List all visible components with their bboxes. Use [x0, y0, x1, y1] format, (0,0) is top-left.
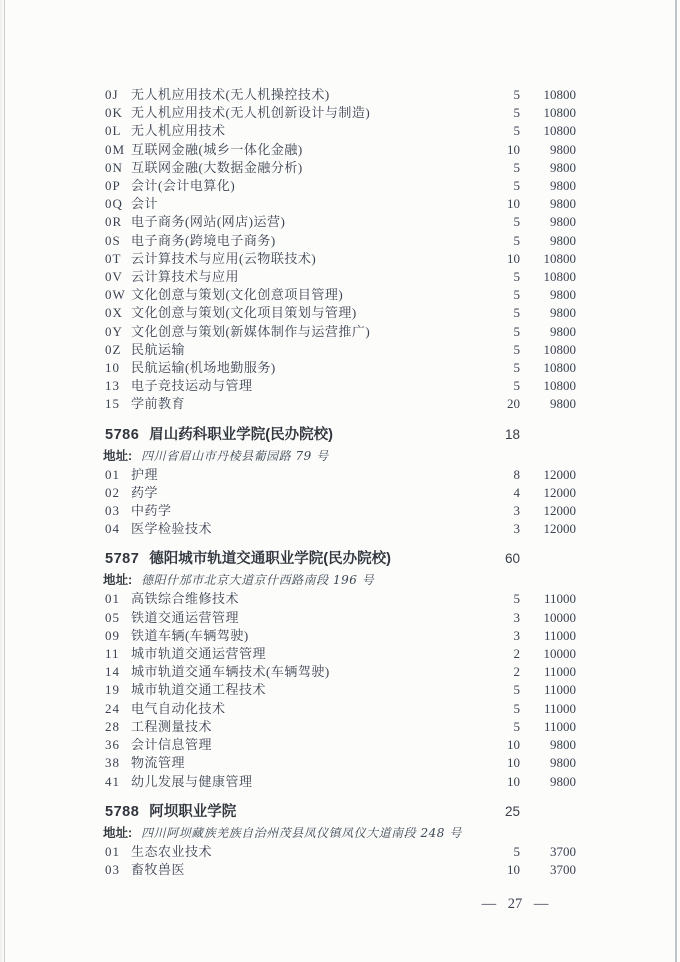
course-code: 04	[105, 521, 120, 537]
course-row	[105, 466, 576, 484]
course-plan-count: 5	[513, 360, 520, 376]
course-code: 0V	[105, 269, 123, 285]
course-plan-count: 5	[513, 269, 520, 285]
course-plan-count: 5	[513, 700, 520, 716]
college-address	[103, 570, 576, 590]
course-code: 05	[105, 609, 120, 625]
course-name: 医学检验技术	[131, 521, 213, 537]
course-plan-count: 5	[513, 591, 520, 607]
course-list	[105, 590, 576, 790]
course-row	[105, 590, 576, 608]
course-row	[105, 700, 576, 718]
course-code: 0T	[105, 250, 122, 266]
course-plan-count: 3	[513, 609, 520, 625]
course-name: 生态农业技术	[131, 843, 213, 859]
course-row	[105, 681, 576, 699]
course-row	[105, 122, 576, 140]
course-code: 38	[105, 755, 120, 771]
course-fee: 3700	[550, 843, 576, 859]
course-fee: 10800	[543, 360, 576, 376]
course-name: 电子商务(跨境电子商务)	[131, 232, 276, 248]
course-name: 城市轨道交通工程技术	[131, 682, 267, 698]
course-row	[105, 754, 576, 772]
course-fee: 10000	[543, 609, 576, 625]
course-fee: 9800	[550, 305, 576, 321]
course-plan-count: 5	[513, 123, 520, 139]
course-plan-count: 8	[513, 466, 520, 482]
course-plan-count: 10	[507, 737, 520, 753]
course-plan-count: 10	[507, 861, 520, 877]
course-row	[105, 323, 576, 341]
college-code: 5786	[105, 426, 140, 443]
course-plan-count: 10	[507, 196, 520, 212]
course-plan-count: 5	[513, 682, 520, 698]
course-plan-count: 5	[513, 214, 520, 230]
course-plan-count: 2	[513, 646, 520, 662]
course-name: 铁道交通运营管理	[131, 609, 240, 625]
course-fee: 3700	[550, 861, 576, 877]
course-fee: 10800	[543, 250, 576, 266]
course-name: 物流管理	[131, 755, 186, 771]
course-code: 24	[105, 700, 120, 716]
course-fee: 9800	[550, 773, 576, 789]
course-row	[105, 520, 576, 538]
course-name: 电子商务(网站(网店)运营)	[131, 214, 286, 230]
course-code: 0M	[105, 141, 126, 157]
course-fee: 9800	[550, 323, 576, 339]
course-name: 无人机应用技术(无人机创新设计与制造)	[131, 105, 371, 121]
course-fee: 12000	[543, 503, 576, 519]
course-plan-count: 5	[513, 378, 520, 394]
course-name: 幼儿发展与健康管理	[131, 773, 253, 789]
course-code: 0Y	[105, 323, 123, 339]
course-fee: 9800	[550, 141, 576, 157]
course-code: 0K	[105, 105, 123, 121]
course-fee: 10000	[543, 646, 576, 662]
course-row	[105, 484, 576, 502]
course-code: 11	[105, 646, 120, 662]
course-plan-count: 3	[513, 521, 520, 537]
course-name: 互联网金融(大数据金融分析)	[131, 159, 303, 175]
college-name: 阿坝职业学院	[149, 803, 237, 820]
course-name: 电子竞技运动与管理	[131, 378, 253, 394]
address-text: 四川省眉山市丹棱县葡园路 79 号	[141, 448, 329, 463]
course-fee: 10800	[543, 87, 576, 102]
course-fee: 11000	[543, 591, 576, 607]
course-row	[105, 304, 576, 322]
course-list	[105, 86, 576, 414]
course-name: 云计算技术与应用	[131, 269, 240, 285]
course-row	[105, 502, 576, 520]
course-name: 会计信息管理	[131, 737, 213, 753]
course-row	[105, 773, 576, 791]
course-plan-count: 4	[513, 484, 520, 500]
course-name: 铁道车辆(车辆驾驶)	[131, 627, 249, 643]
address-text: 四川阿坝藏族羌族自治州茂县凤仪镇凤仪大道南段 248 号	[141, 825, 462, 840]
course-code: 03	[105, 503, 120, 519]
course-plan-count: 5	[513, 305, 520, 321]
college-name: 德阳城市轨道交通职业学院(民办院校)	[149, 551, 391, 568]
college-section	[105, 86, 576, 414]
course-fee: 9800	[550, 178, 576, 194]
college-address	[103, 823, 576, 843]
college-code: 5787	[105, 551, 140, 568]
college-address	[103, 446, 576, 466]
course-row	[105, 86, 576, 104]
college-section	[105, 801, 576, 879]
course-name: 文化创意与策划(新媒体制作与运营推广)	[131, 323, 371, 339]
course-row	[105, 718, 576, 736]
course-code: 0X	[105, 305, 123, 321]
course-plan-count: 5	[513, 232, 520, 248]
course-row	[105, 645, 576, 663]
course-fee: 10800	[543, 378, 576, 394]
course-row	[105, 195, 576, 213]
college-total-plan: 60	[504, 551, 520, 567]
course-name: 云计算技术与应用(云物联技术)	[131, 250, 317, 266]
course-plan-count: 10	[507, 773, 520, 789]
course-name: 城市轨道交通运营管理	[131, 646, 267, 662]
course-code: 15	[105, 396, 120, 412]
course-code: 01	[105, 843, 120, 859]
course-name: 无人机应用技术(无人机操控技术)	[131, 87, 330, 102]
course-name: 药学	[131, 484, 159, 500]
course-name: 民航运输	[131, 341, 186, 357]
course-row	[105, 861, 576, 879]
course-code: 01	[105, 466, 120, 482]
course-plan-count: 5	[513, 287, 520, 303]
course-fee: 12000	[543, 484, 576, 500]
college-name: 眉山药科职业学院(民办院校)	[149, 426, 333, 443]
course-fee: 11000	[543, 664, 576, 680]
course-code: 0J	[105, 87, 119, 102]
course-code: 14	[105, 664, 120, 680]
course-code: 0L	[105, 123, 122, 139]
course-plan-count: 10	[507, 250, 520, 266]
course-row	[105, 736, 576, 754]
course-plan-count: 20	[507, 396, 520, 412]
course-name: 中药学	[131, 503, 172, 519]
college-code: 5788	[105, 803, 140, 820]
course-plan-count: 5	[513, 105, 520, 121]
address-label: 地址:	[103, 573, 133, 588]
course-name: 互联网金融(城乡一体化金融)	[131, 141, 303, 157]
course-name: 城市轨道交通车辆技术(车辆驾驶)	[131, 664, 330, 680]
course-row	[105, 213, 576, 231]
course-plan-count: 3	[513, 627, 520, 643]
course-fee: 10800	[543, 105, 576, 121]
course-fee: 9800	[550, 396, 576, 412]
course-plan-count: 5	[513, 87, 520, 102]
course-code: 0N	[105, 159, 123, 175]
course-row	[105, 627, 576, 645]
course-fee: 10800	[543, 123, 576, 139]
course-list	[105, 843, 576, 879]
course-fee: 10800	[543, 269, 576, 285]
college-header	[105, 424, 576, 446]
course-code: 0Z	[105, 341, 122, 357]
course-row	[105, 104, 576, 122]
course-code: 09	[105, 627, 120, 643]
address-text: 德阳什邡市北京大道京什西路南段 196 号	[141, 573, 375, 588]
course-code: 0R	[105, 214, 123, 230]
course-fee: 9800	[550, 196, 576, 212]
course-row	[105, 159, 576, 177]
college-total-plan: 25	[504, 803, 520, 819]
course-code: 0Q	[105, 196, 123, 212]
course-row	[105, 609, 576, 627]
course-code: 41	[105, 773, 120, 789]
course-name: 文化创意与策划(文化项目策划与管理)	[131, 305, 357, 321]
course-fee: 12000	[543, 466, 576, 482]
course-fee: 9800	[550, 159, 576, 175]
course-name: 会计	[131, 196, 159, 212]
course-row	[105, 250, 576, 268]
course-fee: 9800	[550, 737, 576, 753]
course-plan-count: 2	[513, 664, 520, 680]
course-row	[105, 359, 576, 377]
course-code: 10	[105, 360, 120, 376]
college-total-plan: 18	[504, 426, 520, 442]
course-name: 电气自动化技术	[131, 700, 226, 716]
course-fee: 11000	[543, 682, 576, 698]
course-name: 工程测量技术	[131, 718, 213, 734]
course-code: 0S	[105, 232, 121, 248]
course-plan-count: 5	[513, 341, 520, 357]
course-fee: 9800	[550, 755, 576, 771]
address-label: 地址:	[103, 825, 133, 840]
course-row	[105, 663, 576, 681]
course-list	[105, 466, 576, 539]
course-name: 会计(会计电算化)	[131, 178, 236, 194]
course-name: 文化创意与策划(文化创意项目管理)	[131, 287, 344, 303]
course-plan-count: 5	[513, 159, 520, 175]
college-header	[105, 801, 576, 823]
course-plan-count: 3	[513, 503, 520, 519]
address-label: 地址:	[103, 448, 133, 463]
course-name: 护理	[131, 466, 159, 482]
course-row	[105, 377, 576, 395]
course-name: 民航运输(机场地勤服务)	[131, 360, 276, 376]
page-number-text: — 27 —	[481, 896, 549, 912]
course-row	[105, 268, 576, 286]
course-fee: 9800	[550, 232, 576, 248]
course-name: 学前教育	[131, 396, 186, 412]
course-plan-count: 10	[507, 755, 520, 771]
course-plan-count: 5	[513, 843, 520, 859]
college-header	[105, 548, 576, 570]
course-name: 无人机应用技术	[131, 123, 226, 139]
course-plan-count: 5	[513, 323, 520, 339]
course-code: 02	[105, 484, 120, 500]
course-code: 13	[105, 378, 120, 394]
course-row	[105, 395, 576, 413]
course-row	[105, 286, 576, 304]
admission-plan-list	[105, 86, 576, 879]
course-row	[105, 341, 576, 359]
course-code: 0P	[105, 178, 121, 194]
course-row	[105, 843, 576, 861]
course-code: 36	[105, 737, 120, 753]
course-name: 畜牧兽医	[131, 861, 186, 877]
course-fee: 11000	[543, 700, 576, 716]
course-code: 19	[105, 682, 120, 698]
course-code: 0W	[105, 287, 126, 303]
course-code: 03	[105, 861, 120, 877]
course-fee: 9800	[550, 287, 576, 303]
course-code: 28	[105, 718, 120, 734]
course-fee: 10800	[543, 341, 576, 357]
college-section	[105, 548, 576, 790]
course-code: 01	[105, 591, 120, 607]
course-plan-count: 10	[507, 141, 520, 157]
course-fee: 12000	[543, 521, 576, 537]
course-row	[105, 141, 576, 159]
scan-edge-right	[675, 0, 677, 962]
course-plan-count: 5	[513, 718, 520, 734]
course-plan-count: 5	[513, 178, 520, 194]
page-number	[425, 896, 605, 913]
course-fee: 11000	[543, 627, 576, 643]
course-fee: 9800	[550, 214, 576, 230]
college-section	[105, 424, 576, 539]
scan-edge-left	[0, 0, 5, 962]
course-fee: 11000	[543, 718, 576, 734]
course-row	[105, 177, 576, 195]
course-name: 高铁综合维修技术	[131, 591, 240, 607]
course-row	[105, 232, 576, 250]
